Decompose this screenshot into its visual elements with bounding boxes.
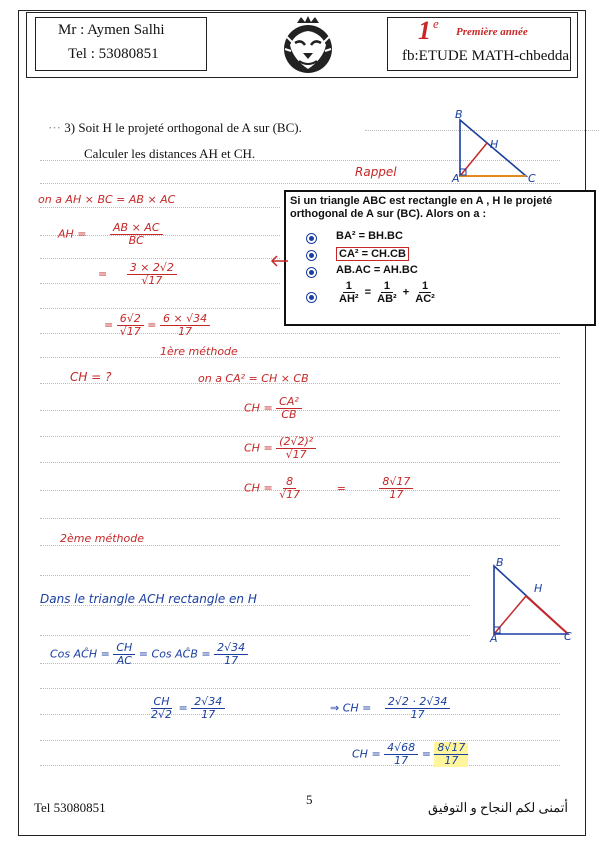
rule-line bbox=[40, 518, 560, 519]
figure-label-B: B bbox=[455, 108, 463, 121]
ch-eq1: CH = $\frac{\text{CA²}}{CB}$ bbox=[244, 396, 302, 421]
final-answer-highlight: $\frac{8√17}{17}$ bbox=[434, 742, 468, 767]
method1-label: 1ère méthode bbox=[160, 345, 238, 358]
rule-line bbox=[40, 575, 470, 576]
hw-ah-eq: AH = $\frac{AB \times AC}{BC}$ bbox=[58, 222, 163, 247]
rappel-tag: Rappel bbox=[355, 165, 397, 179]
rule-line bbox=[40, 714, 560, 715]
rappel-box bbox=[284, 190, 596, 326]
bullet-icon bbox=[306, 267, 317, 278]
arrow-left-icon bbox=[268, 250, 290, 272]
ch-question: CH = ? bbox=[70, 370, 112, 384]
rule-line bbox=[40, 258, 280, 259]
figure2-label-B: B bbox=[496, 556, 504, 569]
bullet-icon bbox=[306, 233, 317, 244]
footer-tel: Tel 53080851 bbox=[34, 800, 106, 815]
figure2-label-C: C bbox=[564, 630, 572, 643]
grade-box bbox=[387, 17, 571, 71]
teacher-box bbox=[35, 17, 207, 71]
figure-label-H: H bbox=[490, 138, 499, 151]
page-number: 5 bbox=[306, 792, 313, 807]
grade-number: 1 bbox=[418, 16, 431, 45]
rappel-item-1: BA² = BH.BC bbox=[336, 230, 403, 242]
cos-eq: Cos AĈH = $\frac{CH}{AC}$ = Cos AĈB = $\frac{2√34}{17}$ bbox=[50, 642, 248, 667]
rule-line bbox=[40, 740, 560, 741]
rappel-item-4: $\frac{1}{\text{AH²}}$ = $\frac{1}{\text{AB²}}$ + $\frac{1}{\text{AC²}}$ bbox=[339, 280, 435, 306]
implication-eq: ⇒ CH = $\frac{2√2 \cdot 2√34}{17}$ bbox=[330, 696, 450, 721]
dans-triangle: Dans le triangle ACH rectangle en H bbox=[40, 592, 257, 606]
page-header bbox=[26, 12, 578, 78]
rule-line bbox=[40, 357, 560, 358]
question-task: Calculer les distances AH et CH. bbox=[84, 146, 256, 161]
teacher-tel: Tel : 53080851 bbox=[68, 46, 159, 62]
figure-label-C: C bbox=[528, 172, 536, 185]
final-eq: CH = $\frac{4√68}{17}$ = $\frac{8√17}{17}$ bbox=[352, 742, 468, 767]
rule-line bbox=[40, 308, 280, 309]
figure2-label-A: A bbox=[490, 632, 498, 645]
question-line: ··· 3) Soit H le projeté orthogonal de A sur (BC). bbox=[48, 120, 302, 135]
method2-label: 2ème méthode bbox=[60, 532, 144, 545]
rappel-item-3: AB.AC = AH.BC bbox=[336, 264, 418, 276]
rule-line bbox=[40, 207, 280, 208]
rule-line bbox=[40, 688, 560, 689]
rule-line bbox=[40, 545, 560, 546]
question-number: 3) bbox=[64, 120, 76, 135]
rule-line bbox=[40, 635, 470, 636]
footer-arabic: أتمنى لكم النجاح و التوفيق bbox=[428, 800, 569, 815]
bullet-icon bbox=[306, 250, 317, 261]
ch-eq2: CH = $\frac{\text{(2√2)²}}{√17}$ bbox=[244, 436, 316, 461]
rappel-heading: Si un triangle ABC est rectangle en A , H le projeté orthogonal de A sur (BC). Alors on a : bbox=[290, 195, 553, 220]
lion-logo-icon bbox=[275, 15, 341, 75]
rule-line bbox=[40, 462, 560, 463]
teacher-name: Mr : Aymen Salhi bbox=[58, 22, 165, 38]
question-text: Soit H le projeté orthogonal de A sur (BC). bbox=[78, 120, 302, 135]
grade-label: Première année bbox=[456, 26, 528, 38]
figure-label-A: A bbox=[452, 172, 460, 185]
ona-ca2: on a CA² = CH × CB bbox=[198, 372, 309, 385]
ch-eq3: CH = $\frac{8}{√17}$ = $\frac{8√17}{17}$ bbox=[244, 476, 413, 501]
rappel-item-2: CA² = CH.CB bbox=[336, 247, 409, 261]
hw-eq3: = $\frac{6√2}{√17}$ = $\frac{6 \times √34}{17}$ bbox=[104, 313, 210, 338]
facebook-label: fb:ETUDE MATH-chbedda bbox=[402, 48, 570, 64]
ratio-eq: $\frac{CH}{2√2}$ = $\frac{2√34}{17}$ bbox=[148, 696, 225, 721]
hw-line-ona: on a AH × BC = AB × AC bbox=[38, 193, 176, 206]
rule-line bbox=[40, 183, 560, 184]
hw-eq2: = $\frac{3 \times 2√2}{√17}$ bbox=[98, 262, 177, 287]
rule-line bbox=[40, 765, 560, 766]
bullet-icon bbox=[306, 292, 317, 303]
figure2-label-H: H bbox=[534, 582, 543, 595]
grade-suffix: e bbox=[433, 16, 439, 31]
